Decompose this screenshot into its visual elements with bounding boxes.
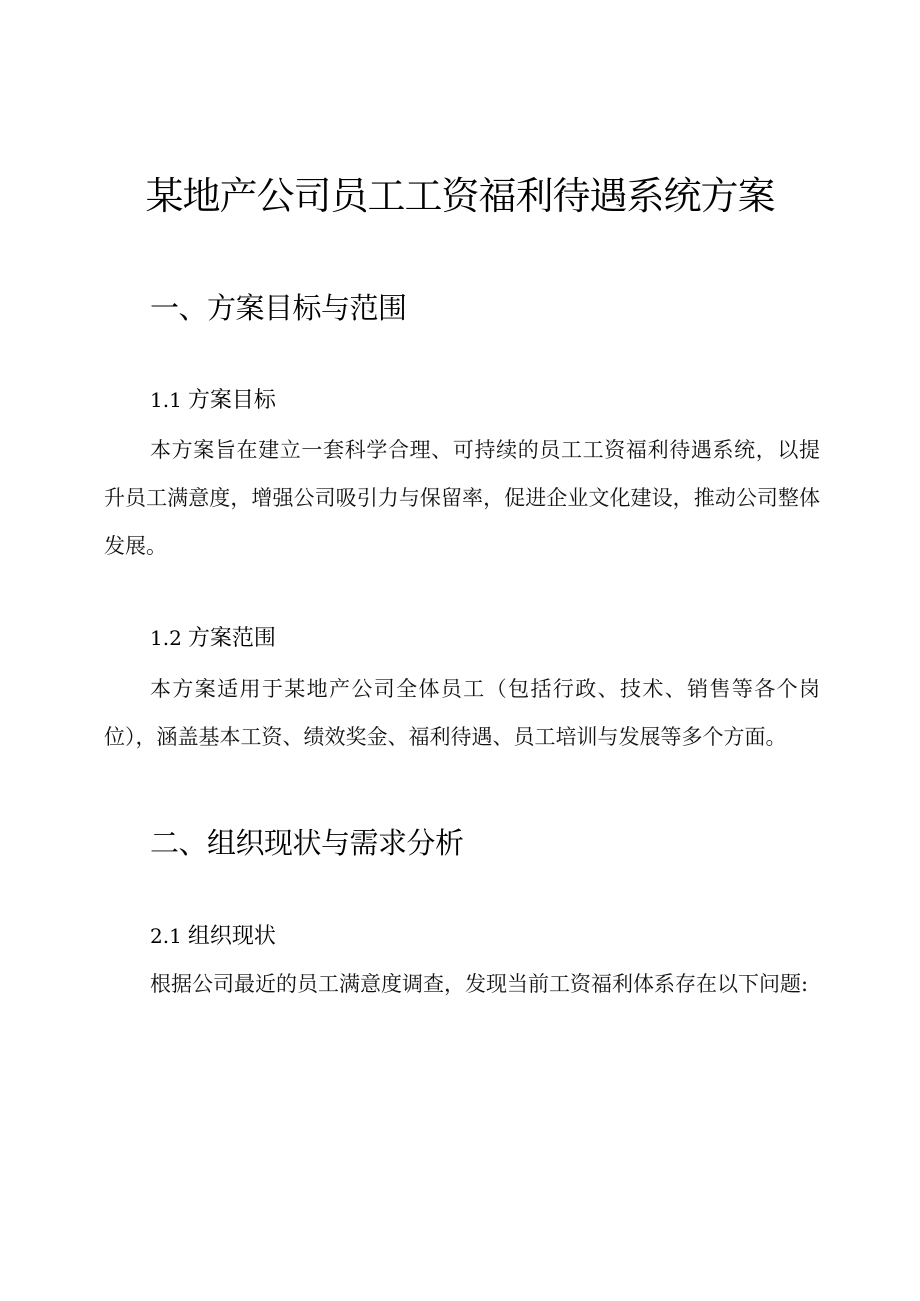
subsection-heading-2-1 <box>150 920 276 953</box>
paragraph-1-2: 本方案适用于某地产公司全体员工（包括行政、技术、销售等各个岗位），涵盖基本工资、绩效奖金、福利待遇、员工培训与发展等多个方面。 <box>104 677 820 749</box>
subsection-number: 2.1 <box>150 924 182 948</box>
paragraph-1-1: 本方案旨在建立一套科学合理、可持续的员工工资福利待遇系统，以提升员工满意度，增强公司吸引力与保留率，促进企业文化建设，推动公司整体发展。 <box>104 438 820 558</box>
subsection-title: 方案目标 <box>187 388 276 413</box>
subsection-number: 1.1 <box>150 388 182 412</box>
paragraph-2-1: 根据公司最近的员工满意度调查，发现当前工资福利体系存在以下问题: <box>150 972 809 996</box>
section-heading-2: 二、组织现状与需求分析 <box>150 826 464 860</box>
document-title: 某地产公司员工工资福利待遇系统方案 <box>145 174 775 218</box>
subsection-number: 1.2 <box>150 626 182 650</box>
section-heading-1: 一、方案目标与范围 <box>150 291 407 325</box>
subsection-heading-1-1 <box>150 384 276 417</box>
subsection-heading-1-2 <box>150 622 276 655</box>
subsection-title: 方案范围 <box>187 626 276 651</box>
subsection-title: 组织现状 <box>187 924 276 949</box>
